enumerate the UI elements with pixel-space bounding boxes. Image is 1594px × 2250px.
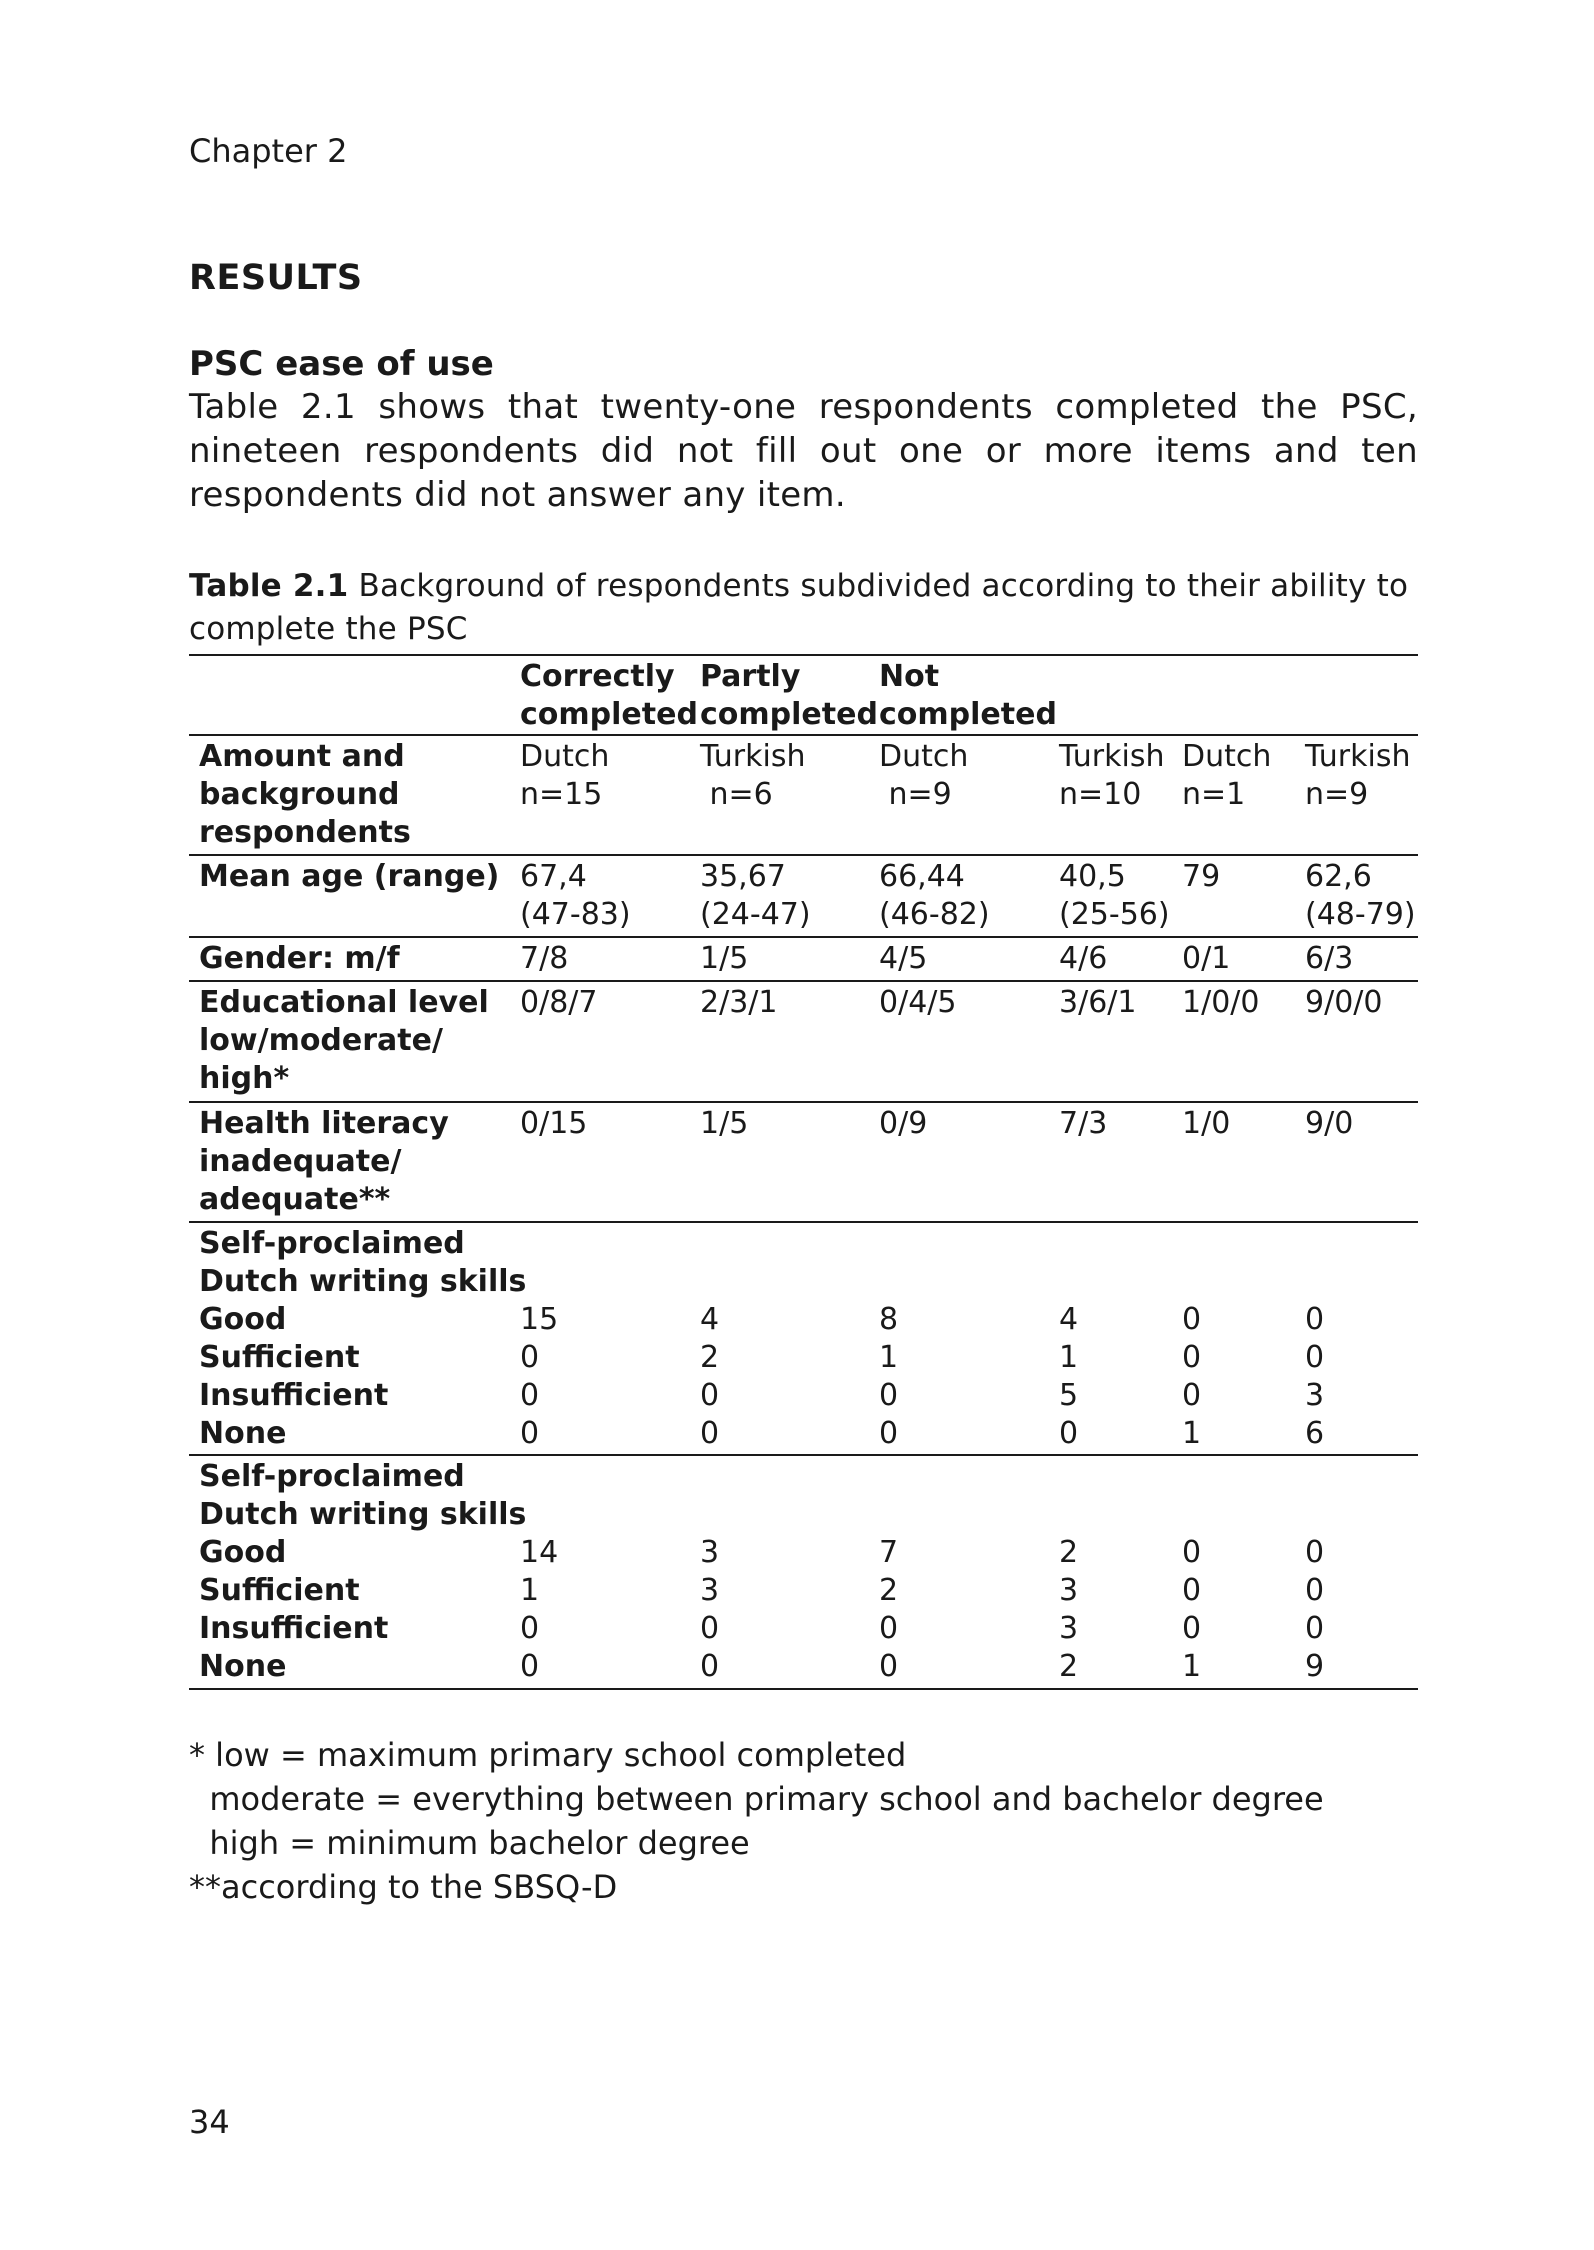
cell-skills1-c3: 8 1 0 0 — [879, 1302, 899, 1451]
cell-skills2-c2: 3 3 0 0 — [700, 1535, 720, 1684]
cell-skills2-c1: 14 1 0 0 — [520, 1535, 559, 1684]
cell-age-c4: 40,5 (25-56) — [1059, 859, 1170, 932]
table-caption-label: Table 2.1 — [189, 568, 349, 604]
cell-amount-c6: Turkish n=9 — [1305, 739, 1411, 812]
cell-gender-c5: 0/1 — [1182, 941, 1231, 976]
table-rule — [189, 1101, 1418, 1103]
cell-gender-c4: 4/6 — [1059, 941, 1108, 976]
header-partly-line2: completed — [700, 697, 878, 732]
footnotes — [189, 1733, 1324, 1909]
table-rule — [189, 936, 1418, 938]
cell-health-c5: 1/0 — [1182, 1106, 1231, 1141]
table-caption — [189, 565, 1418, 651]
cell-health-c3: 0/9 — [879, 1106, 928, 1141]
cell-amount-c5: Dutch n=1 — [1182, 739, 1272, 812]
header-partly-line1: Partly — [700, 659, 801, 694]
cell-skills2-c4: 2 3 3 2 — [1059, 1535, 1079, 1684]
cell-age-c1: 67,4 (47-83) — [520, 859, 631, 932]
cell-education-c1: 0/8/7 — [520, 985, 598, 1020]
cell-amount-c2: Turkish n=6 — [700, 739, 806, 812]
cell-health-c2: 1/5 — [700, 1106, 749, 1141]
cell-age-c2: 35,67 (24-47) — [700, 859, 811, 932]
subsection-title: PSC ease of use — [189, 344, 494, 384]
cell-amount-c4: Turkish n=10 — [1059, 739, 1165, 812]
footnote-sbsq: **according to the SBSQ-D — [189, 1868, 618, 1906]
cell-health-c6: 9/0 — [1305, 1106, 1354, 1141]
cell-gender-c6: 6/3 — [1305, 941, 1354, 976]
section-title: RESULTS — [189, 258, 363, 298]
table-rule — [189, 734, 1418, 736]
header-correctly-line2: completed — [520, 697, 698, 732]
cell-gender-c1: 7/8 — [520, 941, 569, 976]
cell-age-c5: 79 — [1182, 859, 1221, 894]
row-label-gender: Gender: m/f — [199, 941, 400, 976]
table-rule — [189, 1454, 1418, 1456]
cell-health-c1: 0/15 — [520, 1106, 588, 1141]
running-head: Chapter 2 — [189, 132, 348, 170]
table-caption-text: Background of respondents subdivided according to their ability to complete the PSC — [189, 568, 1409, 647]
header-correctly-line1: Correctly — [520, 659, 675, 694]
page-number: 34 — [189, 2103, 230, 2141]
cell-skills2-c3: 7 2 0 0 — [879, 1535, 899, 1684]
table-rule — [189, 1221, 1418, 1223]
cell-skills1-c5: 0 0 0 1 — [1182, 1302, 1202, 1451]
cell-skills1-c4: 4 1 5 0 — [1059, 1302, 1079, 1451]
cell-health-c4: 7/3 — [1059, 1106, 1108, 1141]
cell-amount-c3: Dutch n=9 — [879, 739, 969, 812]
row-label-skills-2: Self-proclaimed Dutch writing skills Good Sufficient Insufficient None — [199, 1459, 527, 1684]
footnote-high: high = minimum bachelor degree — [189, 1824, 750, 1862]
cell-education-c4: 3/6/1 — [1059, 985, 1137, 1020]
table-rule-top — [189, 654, 1418, 656]
cell-gender-c3: 4/5 — [879, 941, 928, 976]
table-rule — [189, 854, 1418, 856]
header-not-line2: completed — [879, 697, 1057, 732]
cell-skills1-c2: 4 2 0 0 — [700, 1302, 720, 1451]
footnote-moderate: moderate = everything between primary school and bachelor degree — [189, 1780, 1324, 1818]
row-label-amount: Amount and background respondents — [199, 739, 411, 850]
cell-education-c5: 1/0/0 — [1182, 985, 1260, 1020]
cell-skills1-c6: 0 0 3 6 — [1305, 1302, 1325, 1451]
body-paragraph: Table 2.1 shows that twenty-one respondents completed the PSC, nineteen respondents did not fill out one or more items and ten respondents did not answer any item. — [189, 387, 1418, 515]
cell-education-c3: 0/4/5 — [879, 985, 957, 1020]
cell-age-c3: 66,44 (46-82) — [879, 859, 990, 932]
footnote-low: * low = maximum primary school completed — [189, 1736, 907, 1774]
cell-education-c6: 9/0/0 — [1305, 985, 1383, 1020]
row-label-health: Health literacy inadequate/ adequate** — [199, 1106, 449, 1217]
row-label-education: Educational level low/moderate/ high* — [199, 985, 489, 1096]
header-not-line1: Not — [879, 659, 940, 694]
cell-amount-c1: Dutch n=15 — [520, 739, 610, 812]
cell-skills1-c1: 15 0 0 0 — [520, 1302, 559, 1451]
table-rule — [189, 980, 1418, 982]
cell-skills2-c5: 0 0 0 1 — [1182, 1535, 1202, 1684]
cell-education-c2: 2/3/1 — [700, 985, 778, 1020]
cell-gender-c2: 1/5 — [700, 941, 749, 976]
cell-skills2-c6: 0 0 0 9 — [1305, 1535, 1325, 1684]
row-label-age: Mean age (range) — [199, 859, 500, 894]
cell-age-c6: 62,6 (48-79) — [1305, 859, 1416, 932]
row-label-skills-1: Self-proclaimed Dutch writing skills Good Sufficient Insufficient None — [199, 1226, 527, 1451]
table-rule-bottom — [189, 1688, 1418, 1690]
